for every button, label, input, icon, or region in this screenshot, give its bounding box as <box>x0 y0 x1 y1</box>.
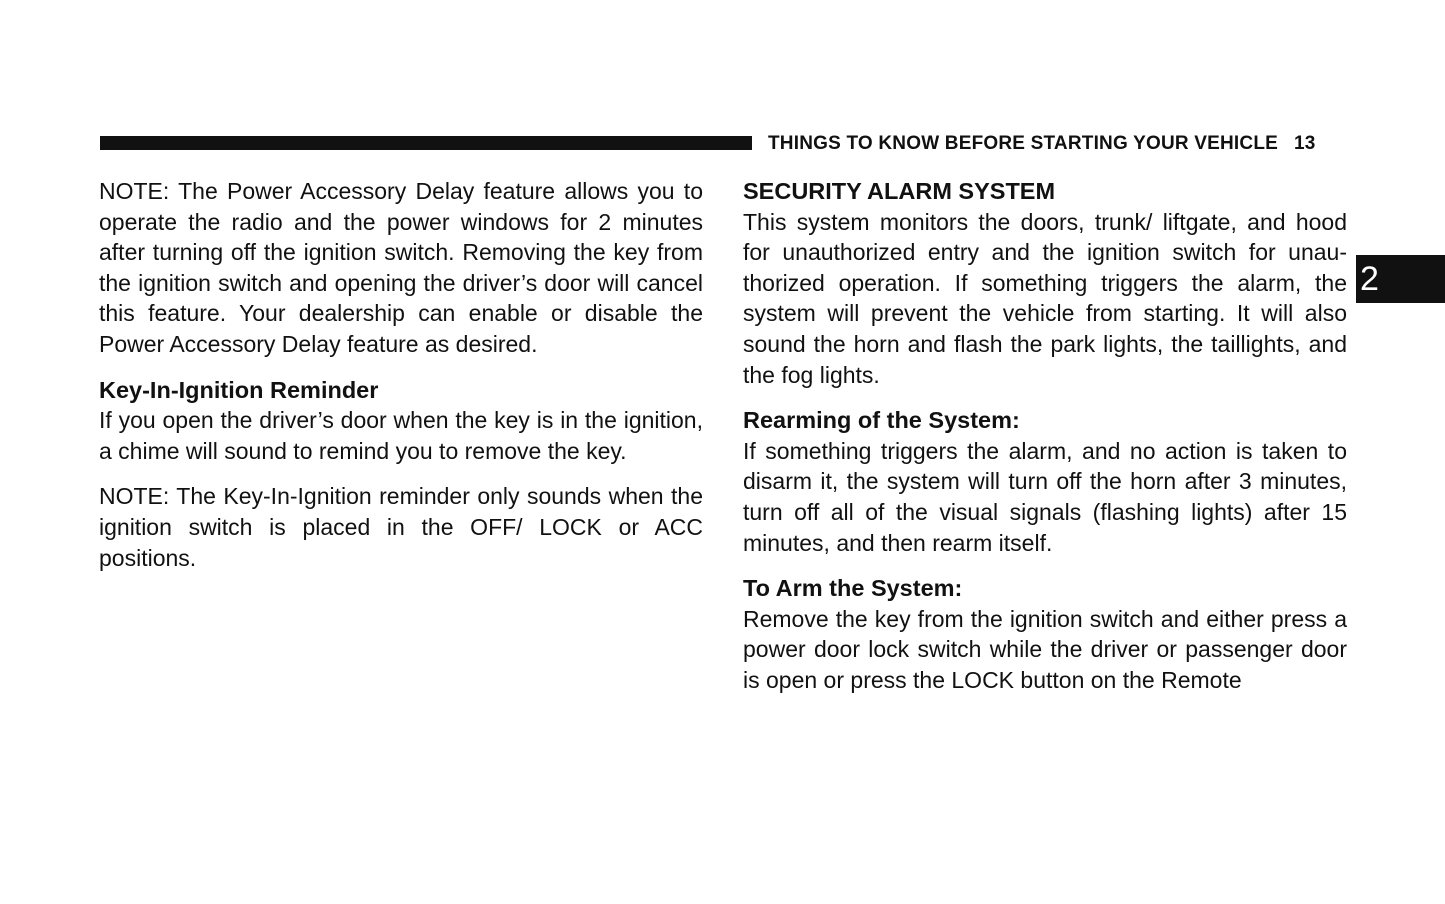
running-header <box>768 131 1348 157</box>
key-reminder-body: If you open the driver’s door when the key is in the ignition, a chime will sound to remind you to remove the key. <box>99 407 703 464</box>
rearming-heading: Rearming of the System: <box>743 407 1020 434</box>
header-rule <box>100 136 752 150</box>
arm-system-heading: To Arm the System: <box>743 575 963 602</box>
key-reminder-heading: Key-In-Ignition Reminder <box>99 376 379 403</box>
power-accessory-note: NOTE: The Power Accessory Delay feature allows you to operate the radio and the power windows for 2 minutes after turning off the ignition switch. Removing the key from the ignition switch and opening the driver’s door will cancel this feature. Your dealership can enable or disable the Power Accessory Delay feature as desired. <box>99 178 703 357</box>
arm-system-body: Remove the key from the ignition switch and either press a power door lock switch while the driver or passenger door is open or press the LOCK button on the Remote <box>743 605 1347 693</box>
right-column <box>743 176 1347 711</box>
key-reminder-note: NOTE: The Key-In-Ignition reminder only sounds when the ignition switch is placed in the OFF/ LOCK or ACC positions. <box>99 483 703 571</box>
security-alarm-body: This system monitors the doors, trunk/ liftgate, and hood for unauthorized entry and the ignition switch for unau-thorized operation. If something triggers the alarm, the system will prevent the vehicle from starting. It will also sound the horn and flash the park lights, the taillights, and the fog lights. <box>743 208 1347 388</box>
left-column <box>99 176 703 588</box>
page-number: 13 <box>1294 133 1316 154</box>
rearming-body: If something triggers the alarm, and no action is taken to disarm it, the system will turn off the horn after 3 minutes, turn off all of the visual signals (flashing lights) after 15 minutes, and then rearm itself. <box>743 437 1347 556</box>
section-title: THINGS TO KNOW BEFORE STARTING YOUR VEHICLE <box>768 133 1279 154</box>
chapter-tab: 2 <box>1356 255 1445 303</box>
security-alarm-heading: SECURITY ALARM SYSTEM <box>743 178 1056 204</box>
